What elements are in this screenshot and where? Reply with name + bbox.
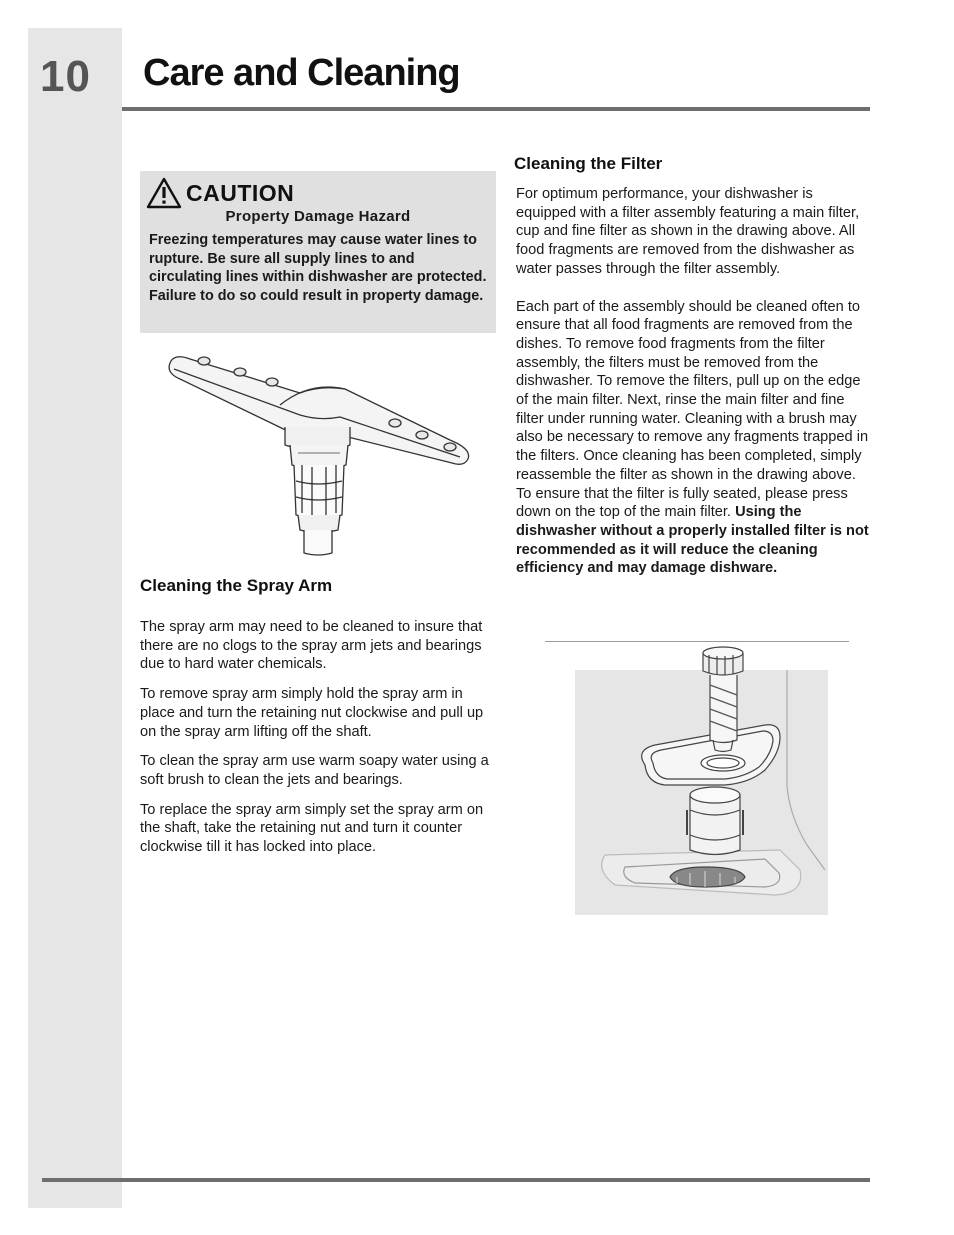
filter-assembly-illustration <box>575 645 828 915</box>
filter-body <box>516 185 874 578</box>
filter-paragraph-1: For optimum performance, your dishwasher is equipped with a filter assembly featuring a main filter, cup and fine filter as shown in the drawing above. All food fragments are removed from the dishwasher as water passes through the filter assembly. <box>516 186 860 277</box>
page-number: 10 <box>40 52 91 101</box>
header-rule <box>122 107 870 111</box>
spray-arm-paragraph: To remove spray arm simply hold the spray arm in place and turn the retaining nut clockwise and pull up on the spray arm lifting off the shaft. <box>140 686 484 740</box>
filter-paragraph-2 <box>516 298 874 579</box>
page-title: Care and Cleaning <box>143 52 460 94</box>
filter-warning-text: Using the dishwasher without a properly installed filter is not recommended as it will reduce the cleaning efficiency and may damage dishware. <box>516 504 869 577</box>
spray-arm-body <box>140 618 492 857</box>
caution-label: CAUTION <box>186 179 295 206</box>
spray-arm-heading: Cleaning the Spray Arm <box>140 576 333 595</box>
spray-arm-paragraph: To replace the spray arm simply set the spray arm on the shaft, take the retaining nut and turn it counter clockwise till it has locked into place. <box>140 801 484 856</box>
caution-header <box>146 177 294 209</box>
footer-rule <box>42 1178 870 1182</box>
spray-arm-paragraph: The spray arm may need to be cleaned to insure that there are no clogs to the spray arm jets and bearings due to hard water chemicals. <box>140 619 483 673</box>
side-margin-band <box>28 28 122 1208</box>
spray-arm-paragraph: To clean the spray arm use warm soapy water using a soft brush to clean the jets and bearings. <box>140 753 489 788</box>
warning-triangle-icon <box>146 177 182 209</box>
filter-heading: Cleaning the Filter <box>514 154 663 173</box>
caution-box <box>140 171 496 333</box>
figure-divider <box>545 641 849 642</box>
caution-text: Freezing temperatures may cause water lines to rupture. Be sure all supply lines to and circulating lines within dishwasher are protected. Failure to do so could result in property damage. <box>149 232 487 304</box>
caution-subtitle: Property Damage Hazard <box>225 208 411 225</box>
filter-paragraph-2-text: Each part of the assembly should be cleaned often to ensure that all food fragments are removed from the dishes. To remove food fragments from the filter assembly, the filters must be removed from the dishwasher. To remove the filters, pull up on the edge of the main filter. Next, rinse the main filter and fine filter under running water. Cleaning with a brush may also be necessary to remove any fragments trapped in the filters. Once cleaning has been completed, simply reassemble the filter as shown in the drawing above. To ensure that the filter is fully seated, please press down on the top of the main filter. <box>516 298 869 521</box>
spray-arm-illustration <box>160 345 490 560</box>
